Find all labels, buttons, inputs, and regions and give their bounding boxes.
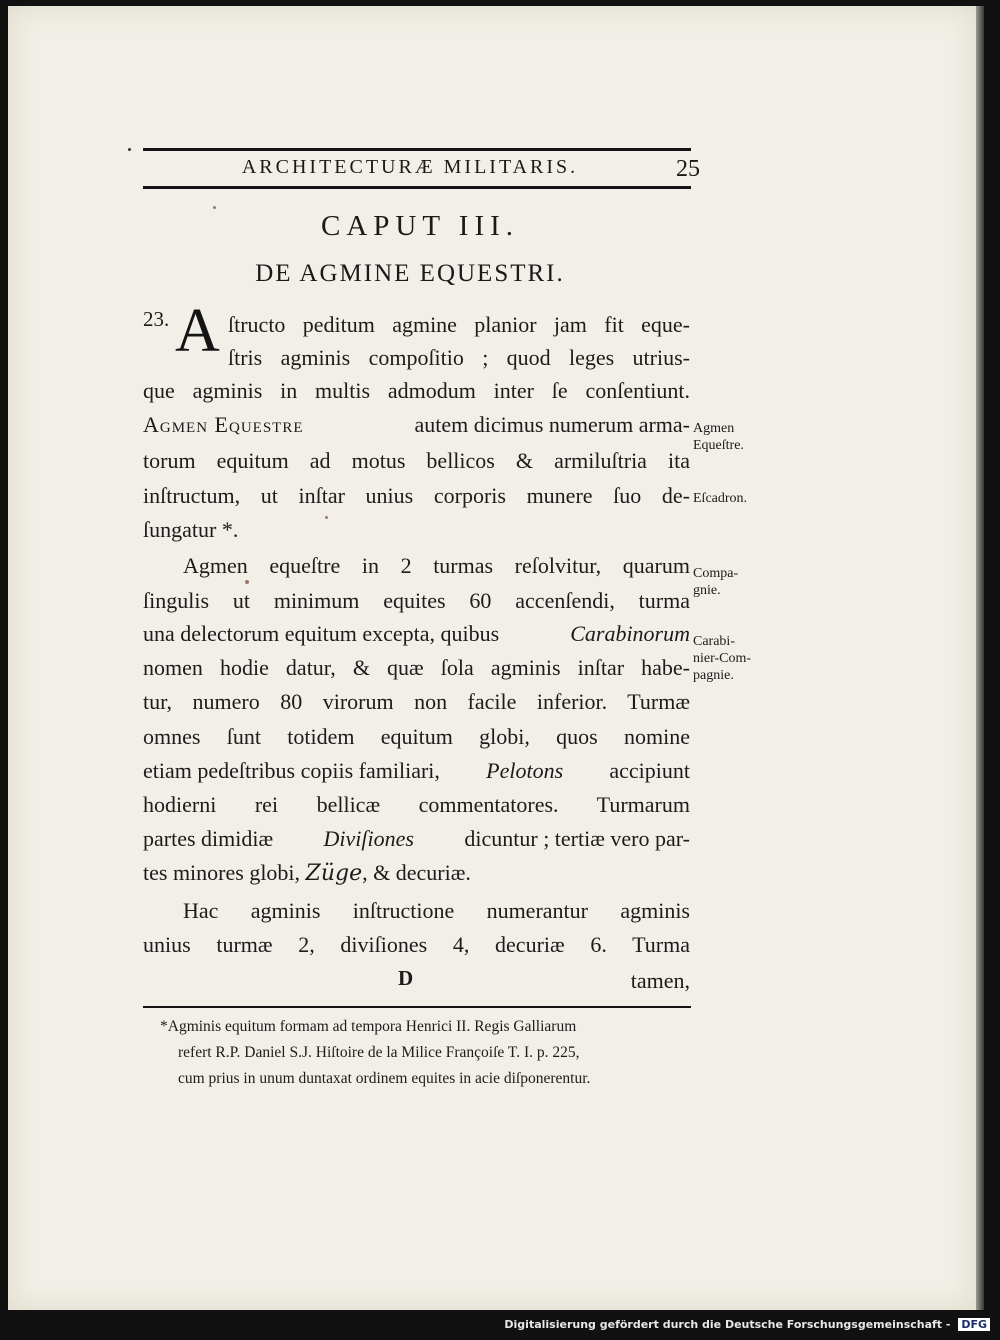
term-divisiones: Diviſiones	[323, 826, 414, 851]
drop-cap: A	[175, 297, 220, 365]
text-line: ſungatur *.	[143, 517, 239, 542]
digitization-credit	[0, 1318, 990, 1338]
text-line: ſtris agminis compoſitio ; quod leges utrius-	[228, 345, 690, 370]
text-line: ſtructo peditum agmine planior jam fit eque-	[228, 312, 690, 337]
term-carabinorum: Carabinorum	[570, 621, 690, 646]
text-line	[143, 412, 690, 438]
text-fragment: autem dicimus numerum arma-	[414, 412, 690, 437]
text-line: ſingulis ut minimum equites 60 accenſendi, turma	[143, 588, 690, 613]
text-fragment: accipiunt	[609, 758, 690, 783]
text-line	[143, 621, 690, 647]
text-fragment: , & decuriæ.	[362, 860, 471, 885]
text-line: Hac agminis inſtructione numerantur agminis	[183, 898, 690, 923]
signature-mark: D	[398, 966, 414, 990]
text-line	[143, 758, 690, 784]
paper-speck	[213, 206, 216, 209]
credit-text: Digitalisierung gefördert durch die Deutsche Forschungsgemeinschaft -	[504, 1318, 951, 1331]
text-line: nomen hodie datur, & quæ ſola agminis inſtar habe-	[143, 655, 690, 680]
footnote-rule	[143, 1006, 691, 1008]
text-line: torum equitum ad motus bellicos & armiluſtria ita	[143, 448, 690, 473]
paper-speck	[245, 580, 249, 584]
text-line: que agminis in multis admodum inter ſe conſentiunt.	[143, 378, 690, 403]
page-number: 25	[676, 156, 700, 182]
footnote-line: *Agminis equitum formam ad tempora Henrici II. Regis Galliarum	[160, 1018, 577, 1035]
text-line: omnes ſunt totidem equitum globi, quos nomine	[143, 724, 690, 749]
section-title: DE AGMINE EQUESTRI.	[255, 260, 565, 287]
text-fragment: etiam pedeſtribus copiis familiari,	[143, 758, 440, 783]
chapter-title: CAPUT III.	[320, 210, 520, 242]
text-line	[143, 826, 690, 852]
page-edge	[976, 6, 984, 1310]
ink-speck	[128, 148, 131, 151]
text-line: unius turmæ 2, diviſiones 4, decuriæ 6. Turma	[143, 932, 690, 957]
text-line: tur, numero 80 virorum non facile inferior. Turmæ	[143, 689, 690, 714]
text-fragment: partes dimidiæ	[143, 826, 274, 851]
catchword: tamen,	[630, 968, 690, 993]
text-line	[143, 860, 471, 886]
text-fragment: una delectorum equitum excepta, quibus	[143, 621, 500, 646]
footnote-line: refert R.P. Daniel S.J. Hiſtoire de la Milice Françoiſe T. I. p. 225,	[178, 1044, 580, 1061]
text-line: hodierni rei bellicæ commentatores. Turmarum	[143, 792, 690, 817]
text-fragment: tes minores globi,	[143, 860, 301, 885]
term-zuge: Züge	[305, 861, 363, 886]
margin-note: Agmen Equeſtre.	[693, 421, 744, 453]
running-title: ARCHITECTURÆ MILITARIS.	[241, 156, 579, 178]
dfg-logo: DFG	[958, 1318, 990, 1331]
text-fragment: dicuntur ; tertiæ vero par-	[464, 826, 690, 851]
footnote-line: cum prius in unum duntaxat ordinem equites in acie diſponerentur.	[178, 1070, 591, 1087]
paper-speck	[325, 516, 328, 519]
term-agmen-equestre: Agmen Equestre	[143, 412, 304, 437]
margin-note: Compa-gnie.	[693, 566, 739, 598]
margin-note: Carabi-nier-Com-pagnie.	[693, 634, 752, 683]
text-line: Agmen equeſtre in 2 turmas reſolvitur, quarum	[183, 553, 690, 578]
header-rule-top	[143, 148, 691, 151]
header-rule-bottom	[143, 186, 691, 189]
text-line: inſtructum, ut inſtar unius corporis munere ſuo de-	[143, 483, 690, 508]
term-pelotons: Pelotons	[486, 758, 564, 783]
paragraph-number: 23.	[143, 307, 170, 331]
margin-note: Eſcadron.	[693, 491, 748, 506]
